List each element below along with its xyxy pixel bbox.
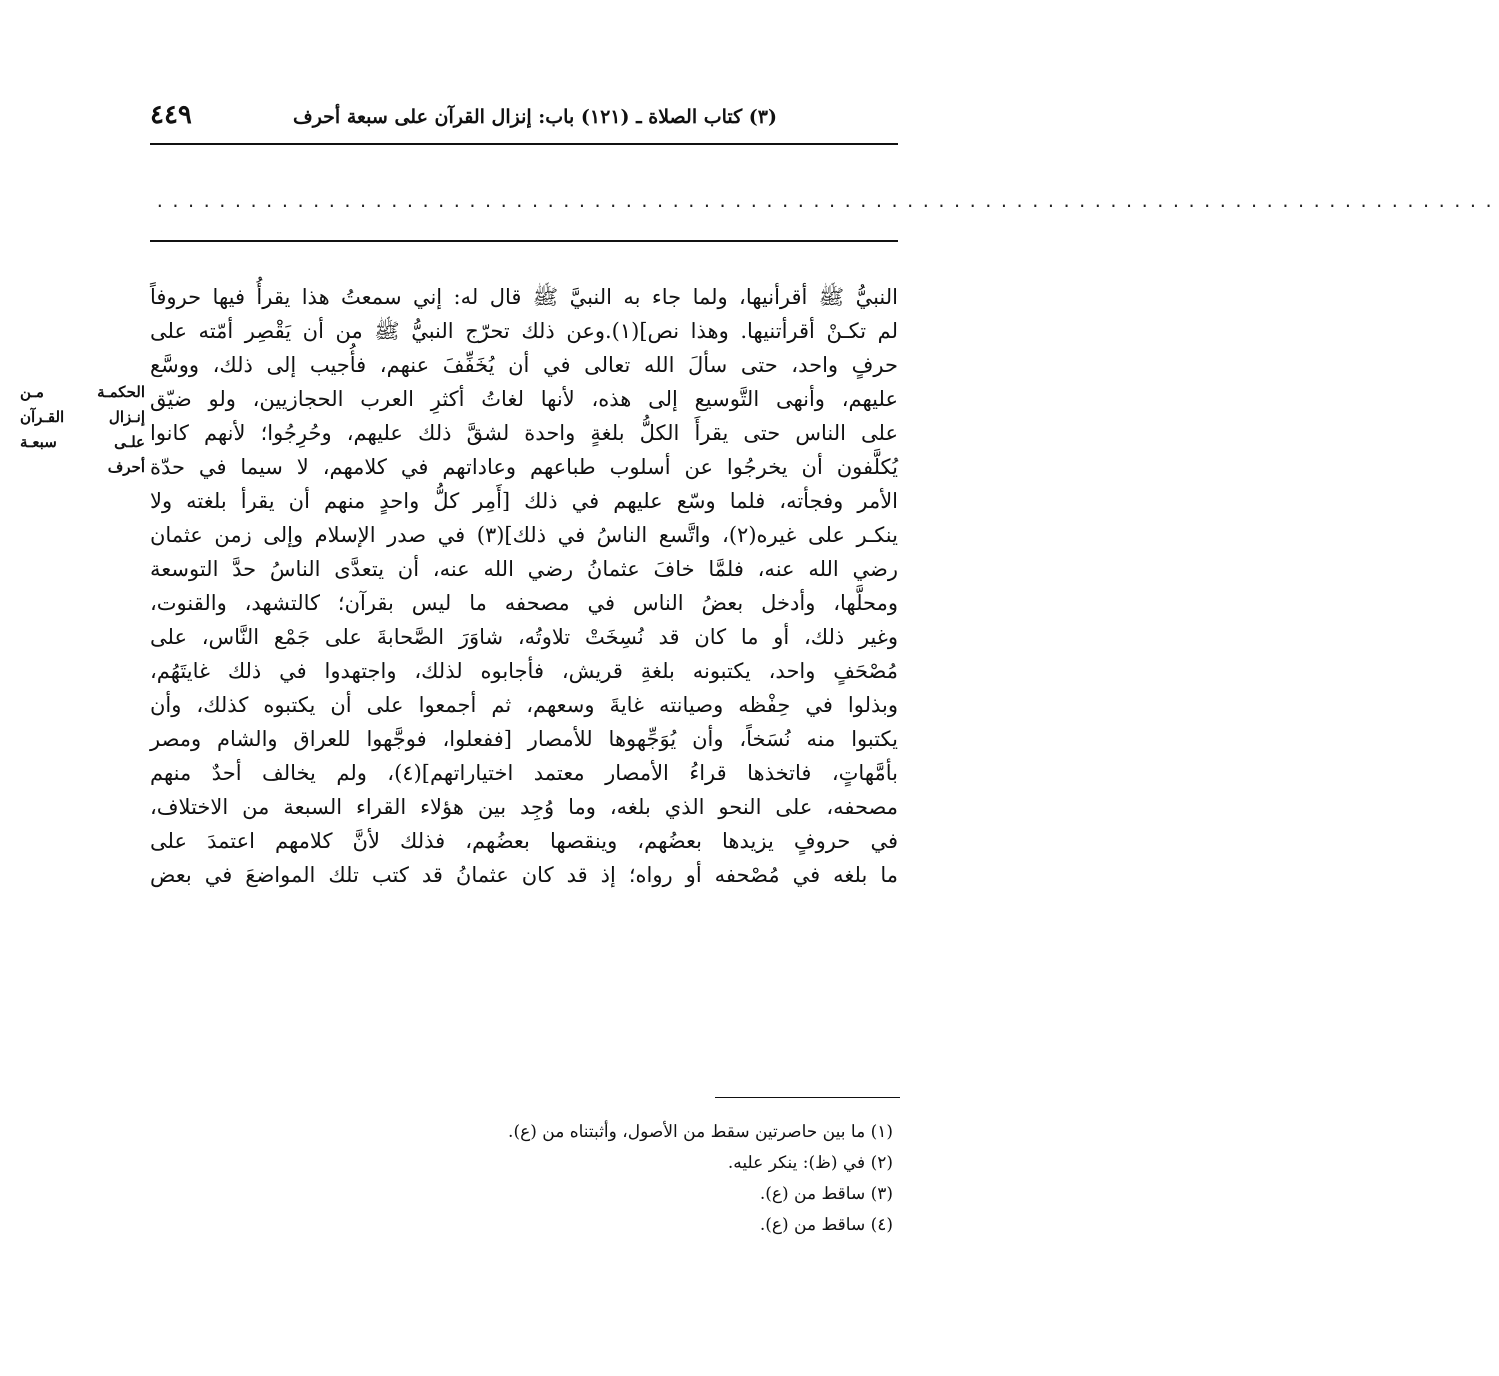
footnote: (٢) في (ظ): ينكر عليه. — [727, 1153, 893, 1173]
text-line: ينكـر على غيره(٢)، واتَّسع الناسُ في ذلك](٣) في صدر الإسلام وإلى زمن عثمان — [150, 523, 898, 547]
text-line: يُكلَّفون أن يخرجُوا عن أسلوب طباعهم وعاداتهم في كلامهم، لا سيما في حدّة — [150, 455, 898, 479]
footnote: (٣) ساقط من (ع). — [759, 1184, 893, 1204]
text-line: بأمَّهاتٍ، فاتخذها قراءُ الأمصار معتمد اختياراتهم](٤)، ولم يخالف أحدٌ منهم — [150, 761, 899, 785]
margin-note — [20, 380, 145, 480]
header-rule — [150, 143, 898, 145]
footnote: (٤) ساقط من (ع). — [759, 1215, 893, 1235]
omission-dots: ...................................................................................... — [155, 192, 1499, 211]
text-line: وبذلوا في حِفْظه وصيانته غايةَ وسعهم، ثم أجمعوا على أن يكتبوه كذلك، وأن — [150, 693, 898, 717]
text-line: النبيُّ ﷺ أقرأنيها، ولما جاء به النبيَّ ﷺ قال له: إني سمعتُ هذا يقرأُ فيها حروفاً — [150, 285, 898, 309]
text-line: وغير ذلك، أو ما كان قد نُسِخَتْ تلاوتُه، شاوَرَ الصَّحابةَ على جَمْع النَّاس، على — [150, 625, 898, 649]
text-line: يكتبوا منه نُسَخاً، وأن يُوَجِّهوها للأمصار [ففعلوا، فوجَّهوا للعراق والشام ومصر — [150, 727, 898, 751]
text-line: عليهم، وأنهى التَّوسيع إلى هذه، لأنها لغاتُ أكثرِ العرب الحجازيين، ولو ضيّق — [150, 387, 898, 411]
text-line: رضي الله عنه، فلمَّا خافَ عثمانُ رضي الله عنه، أن يتعدَّى الناسُ حدَّ التوسعة — [150, 557, 898, 581]
margin-note-line: علـى سبعـة — [20, 433, 145, 451]
text-line: مُصْحَفٍ واحد، يكتبونه بلغةِ قريش، فأجابوه لذلك، واجتهدوا في ذلك غايتَهُم، — [150, 659, 898, 683]
text-line: الأمر وفجأته، فلما وسّع عليهم في ذلك [أَمِر كلُّ واحدٍ منهم أن يقرأ بلغته ولا — [150, 489, 898, 513]
main-text — [150, 280, 898, 892]
margin-note-line: الحكمـة مـن — [20, 383, 145, 401]
footnotes — [150, 1117, 893, 1241]
text-line: حرفٍ واحد، حتى سألَ الله تعالى في أن يُخَفِّفَ عنهم، فأُجيب إلى ذلك، ووسَّع — [150, 353, 898, 377]
text-line: في حروفٍ يزيدها بعضُهم، وينقصها بعضُهم، فذلك لأنَّ كلامهم اعتمدَ على — [150, 829, 898, 853]
text-line: مصحفه، على النحو الذي بلغه، وما وُجِد بين هؤلاء القراء السبعة من الاختلاف، — [150, 795, 898, 819]
page-number: ٤٤٩ — [150, 100, 192, 130]
text-line: لم تكـنْ أقرأتنيها. وهذا نص](١).وعن ذلك تحرّج النبيُّ ﷺ من أن يَقْصِر أمّته على — [150, 319, 898, 343]
footnote: (١) ما بين حاصرتين سقط من الأصول، وأثبتناه من (ع). — [508, 1122, 893, 1142]
section-rule — [150, 240, 898, 242]
text-line: ومحلَّها، وأدخل بعضُ الناس في مصحفه ما ليس بقرآن؛ كالتشهد، والقنوت، — [150, 591, 898, 615]
text-line: ما بلغه في مُصْحفه أو رواه؛ إذ قد كان عثمانُ قد كتب تلك المواضعَ في بعض — [150, 863, 898, 887]
margin-note-line: إنـزال القـرآن — [20, 408, 145, 426]
footnote-rule — [715, 1097, 900, 1098]
margin-note-line: أحرف — [107, 458, 145, 476]
text-line: على الناس حتى يقرأَ الكلُّ بلغةٍ واحدة لشقَّ ذلك عليهم، وحُرِجُوا؛ لأنهم كانوا — [150, 421, 898, 445]
running-header-title: (٣) كتاب الصلاة ـ (١٢١) باب: إنزال القرآن على سبعة أحرف — [293, 106, 777, 128]
